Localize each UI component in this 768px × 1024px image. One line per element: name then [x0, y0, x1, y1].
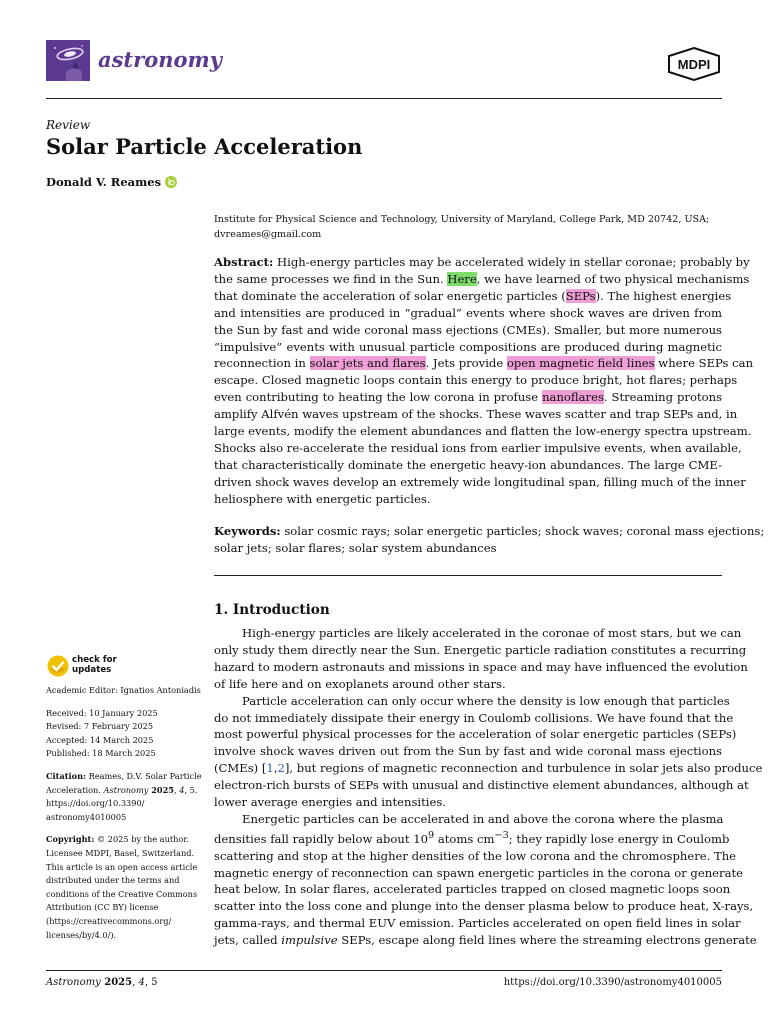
date-accepted: Accepted: 14 March 2025 — [46, 734, 154, 745]
copyright-label: Copyright: — [46, 834, 95, 845]
abstract-line: that dominate the acceleration of solar energetic particles (SEPs). The highest energies — [214, 288, 732, 303]
check-for-updates-text[interactable]: check for updates — [72, 655, 117, 675]
body-line: (CMEs) [1,2], but regions of magnetic reconnection and turbulence in solar jets also produce — [214, 761, 763, 776]
abstract-line: that characteristically dominate the energetic heavy-ion abundances. The large CME- — [214, 457, 722, 472]
abstract-line: escape. Closed magnetic loops contain this energy to produce bright, hot flares; perhaps — [214, 373, 738, 388]
mdpi-logo — [666, 47, 722, 85]
journal-logo — [46, 40, 90, 81]
section-heading: 1. Introduction — [214, 602, 330, 618]
body-line: gamma-rays, and thermal EUV emission. Particles accelerated on open field lines in solar — [214, 916, 741, 931]
highlight-pink[interactable]: solar jets and flares — [309, 356, 426, 371]
body-line: heat below. In solar flares, accelerated particles trapped on closed magnetic loops soon — [214, 882, 731, 897]
academic-editor: Academic Editor: Ignatios Antoniadis — [46, 685, 201, 695]
keywords — [214, 523, 765, 557]
body-line: do not immediately dissipate their energy in Coulomb collisions. We have found that the — [214, 710, 734, 725]
body-line: most powerful physical processes for the acceleration of solar energetic particles (SEPs) — [214, 727, 737, 742]
abstract — [214, 254, 754, 508]
abstract-line: the Sun by fast and wide coronal mass ejections (CMEs). Smaller, but more numerous — [214, 322, 722, 337]
body-line: densities fall rapidly below about $10^9$ atoms $cm^{-3}$; they rapidly lose energy in Coulomb — [214, 829, 730, 846]
abstract-label: Abstract: — [214, 255, 274, 269]
body-line: Energetic particles can be accelerated in and above the corona where the plasma — [242, 811, 724, 826]
date-received: Received: 10 January 2025 — [46, 707, 158, 718]
body-line: lower average energies and intensities. — [214, 795, 446, 810]
keywords-line: solar jets; solar flares; solar system abundances — [214, 540, 497, 555]
date-revised: Revised: 7 February 2025 — [46, 721, 154, 732]
header-divider — [46, 98, 722, 99]
article-type: Review — [46, 118, 91, 132]
highlight-green[interactable]: Here — [447, 271, 477, 286]
check-updates-icon — [46, 654, 70, 678]
footer-doi-link[interactable]: https://doi.org/10.3390/astronomy4010005 — [503, 977, 722, 988]
abstract-line: large events, modify the element abundances and flatten the low-energy spectra upstream. — [214, 424, 752, 439]
author-name[interactable]: Donald V. Reames — [46, 175, 162, 189]
journal-name: astronomy — [98, 47, 222, 72]
mdpi-hexagon-icon — [666, 47, 722, 81]
citation-block: Citation: Reames, D.V. Solar Particle Acceleration. Astronomy 2025, 4, 5. https://doi.org/10.3390/ astronomy4010005 — [46, 770, 206, 824]
body-line: Particle acceleration can only occur where the density is low enough that particles — [242, 693, 730, 708]
affiliation-line: Institute for Physical Science and Technology, University of Maryland, College Park, MD 20742, USA; — [214, 214, 710, 225]
citation-label: Citation: — [46, 770, 87, 781]
abstract-line: even contributing to heating the low corona in profuse nanoflares. Streaming protons — [214, 390, 722, 405]
abstract-line: and intensities are produced in “gradual” events where shock waves are driven from — [214, 305, 722, 320]
article-title: Solar Particle Acceleration — [46, 134, 363, 159]
abstract-line: amplify Alfvén waves upstream of the shocks. These waves scatter and trap SEPs and, in — [214, 407, 738, 422]
body-line: hazard to modern astronauts and missions in space and may have influenced the evolution — [214, 659, 748, 674]
abstract-line: reconnection in solar jets and flares. Jets provide open magnetic field lines where SEPs can — [214, 356, 754, 371]
license-link[interactable]: licenses/by/4.0/). — [46, 929, 117, 940]
orcid-icon[interactable] — [165, 176, 177, 191]
abstract-line: driven shock waves develop an extremely wide longitudinal span, filling much of the inner — [214, 474, 746, 489]
citation-link[interactable]: 2 — [277, 761, 285, 776]
body-line: involve shock waves driven out from the Sun by fast and wide coronal mass ejections — [214, 744, 722, 759]
citation-doi-link[interactable]: astronomy4010005 — [46, 811, 127, 822]
body-line: High-energy particles are likely accelerated in the coronae of most stars, but we can — [242, 626, 742, 640]
body-line: scattering and stop at the higher densities of the low corona and the chromosphere. The — [214, 848, 737, 863]
body-line: of life here and on exoplanets around other stars. — [214, 676, 506, 691]
abstract-line: heliosphere with energetic particles. — [214, 491, 431, 506]
publication-dates — [46, 707, 206, 761]
body-line: electron-rich bursts of SEPs with unusual and distinctive element abundances, although at — [214, 778, 749, 793]
author-line — [46, 175, 177, 191]
footer-citation: Astronomy 2025, 4, 5 — [46, 977, 158, 988]
citation-doi-link[interactable]: https://doi.org/10.3390/ — [46, 798, 145, 809]
copyright-block: Copyright: © 2025 by the author. Licensee MDPI, Basel, Switzerland. This article is an open access article distributed under the terms and conditions of the Creative Commons Attribution (CC BY) license (https://creativecommons.org/ licenses/by/4.0/). — [46, 833, 206, 942]
abstract-line: “impulsive” events with unusual particle compositions are produced during magnetic — [214, 339, 722, 354]
galaxy-logo-icon — [46, 40, 90, 81]
abstract-line: the same processes we find in the Sun. Here, we have learned of two physical mechanisms — [214, 271, 750, 286]
article-info-sidebar — [46, 684, 206, 951]
author-email[interactable]: dvreames@gmail.com — [214, 229, 322, 240]
section-divider — [214, 575, 722, 576]
keywords-label: Keywords: — [214, 524, 281, 538]
body-line: jets, called impulsive SEPs, escape along field lines where the streaming electrons generate — [214, 933, 757, 948]
highlight-pink[interactable]: nanoflares — [542, 390, 604, 405]
abstract-line: Shocks also re-accelerate the residual ions from earlier impulsive events, when available, — [214, 440, 742, 455]
footer-divider — [46, 970, 722, 971]
introduction-body — [214, 625, 763, 949]
highlight-pink[interactable]: SEPs — [565, 288, 596, 303]
body-line: only study them directly near the Sun. Energetic particle radiation constitutes a recurring — [214, 642, 747, 657]
date-published: Published: 18 March 2025 — [46, 748, 156, 759]
body-line: scatter into the loss cone and plunge into the denser plasma below to produce heat, X-rays, — [214, 899, 754, 914]
publisher-label: MDPI — [677, 57, 711, 72]
license-link[interactable]: (https://creativecommons.org/ — [46, 915, 172, 926]
body-line: magnetic energy of reconnection can spawn energetic particles in the corona or generate — [214, 865, 744, 880]
affiliation — [214, 212, 722, 242]
abstract-line: Abstract: High-energy particles may be accelerated widely in stellar coronae; probably by — [214, 255, 750, 269]
highlight-pink[interactable]: open magnetic field lines — [506, 356, 655, 371]
citation-link[interactable]: 1 — [266, 761, 274, 776]
keywords-line: Keywords: solar cosmic rays; solar energetic particles; shock waves; coronal mass ejections; — [214, 524, 765, 538]
